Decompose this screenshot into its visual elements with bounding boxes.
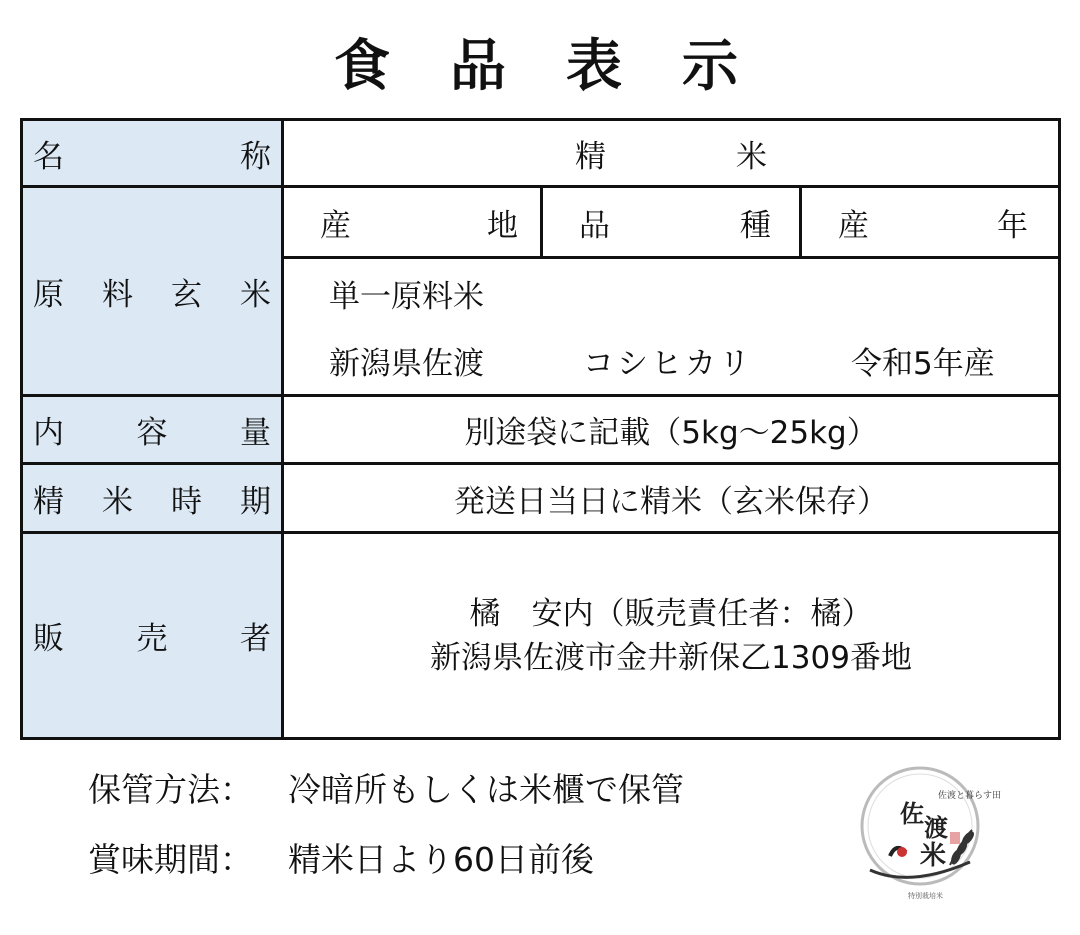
title-char: 食	[334, 34, 398, 99]
label-raw-rice: 原 料 玄 米	[23, 188, 281, 394]
origin-value: 新潟県佐渡	[329, 345, 484, 382]
seller-address: 新潟県佐渡市金井新保乙1309番地	[430, 639, 912, 676]
title-char: 表	[566, 34, 630, 99]
value-content: 別途袋に記載（5kg～25kg）	[464, 415, 878, 451]
title-char: 示	[682, 34, 746, 99]
label-seller: 販 売 者	[23, 534, 281, 737]
sado-rice-logo	[850, 760, 1002, 900]
col-header-origin: 産 地	[320, 207, 518, 244]
label-content: 内 容 量	[23, 397, 281, 462]
variety-value: コシヒカリ	[583, 345, 753, 382]
svg-text:米: 米	[920, 841, 947, 871]
value-polish-time: 発送日当日に精米（玄米保存）	[454, 483, 888, 520]
shelf-life-row	[88, 834, 594, 881]
svg-text:特別栽培米: 特別栽培米	[908, 892, 943, 900]
title-char: 品	[450, 34, 514, 99]
storage-key: 保管方法：	[88, 770, 253, 809]
seller-name: 橘 安内（販売責任者：橘）	[469, 595, 873, 632]
single-ingredient: 単一原料米	[329, 278, 484, 315]
shelf-life-key: 賞味期間：	[88, 840, 253, 879]
label-name: 名 称	[23, 121, 281, 185]
value-name: 精 米	[575, 138, 767, 175]
storage-row	[88, 764, 684, 811]
col-header-variety: 品 種	[579, 207, 771, 244]
year-value: 令和5年産	[851, 345, 995, 382]
svg-text:渡: 渡	[924, 814, 948, 842]
svg-text:佐渡と暮らす田: 佐渡と暮らす田	[938, 791, 1002, 801]
svg-text:佐: 佐	[900, 800, 924, 828]
storage-value: 冷暗所もしくは米櫃で保管	[288, 770, 684, 809]
value-seller	[284, 534, 1058, 737]
shelf-life-value: 精米日より60日前後	[288, 840, 594, 879]
col-header-year: 産 年	[838, 207, 1028, 244]
food-label-table	[20, 118, 1061, 740]
label-polish-time: 精 米 時 期	[23, 465, 281, 531]
page-title	[0, 22, 1080, 102]
